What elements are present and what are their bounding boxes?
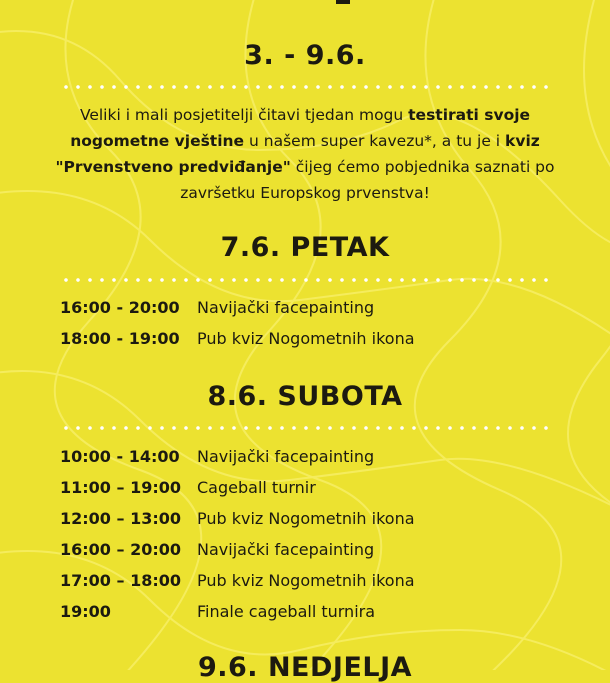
dotted-divider (60, 85, 550, 89)
day-heading-friday: 7.6. PETAK (220, 232, 390, 263)
event-name: Finale cageball turnira (197, 602, 376, 621)
intro-paragraph (40, 102, 570, 206)
event-time: 12:00 – 13:00 (60, 509, 181, 528)
event-time: 18:00 - 19:00 (60, 329, 180, 348)
intro-highlight-2: kviz "Prvenstveno predviđanje" (55, 132, 540, 176)
event-time: 10:00 - 14:00 (60, 447, 180, 466)
dotted-divider (60, 426, 550, 430)
event-time: 17:00 – 18:00 (60, 571, 181, 590)
event-time: 16:00 - 20:00 (60, 298, 180, 317)
week-dates-heading: 3. - 9.6. (244, 40, 366, 71)
intro-text-3: čijeg ćemo pobjednika saznati po završetku Europskog prvenstva! (180, 158, 555, 202)
event-name: Pub kviz Nogometnih ikona (197, 509, 415, 528)
dotted-divider (60, 278, 550, 282)
intro-text-1: Veliki i mali posjetitelji čitavi tjedan mogu (79, 106, 409, 124)
event-time: 16:00 – 20:00 (60, 540, 181, 559)
event-name: Cageball turnir (197, 478, 316, 497)
intro-highlight-1: testirati svoje nogometne vještine (70, 106, 531, 150)
event-time: 11:00 – 19:00 (60, 478, 181, 497)
event-name: Pub kviz Nogometnih ikona (197, 329, 415, 348)
day-heading-sunday: 9.6. NEDJELJA (197, 652, 413, 683)
intro-text-2: u našem super kavezu*, a tu je i (244, 132, 506, 150)
event-name: Navijački facepainting (197, 298, 375, 317)
event-time: 19:00 (60, 602, 111, 621)
event-name: Navijački facepainting (197, 540, 375, 559)
day-heading-saturday: 8.6. SUBOTA (207, 381, 403, 412)
event-name: Navijački facepainting (197, 447, 375, 466)
top-mark (336, 0, 350, 4)
event-name: Pub kviz Nogometnih ikona (197, 571, 415, 590)
